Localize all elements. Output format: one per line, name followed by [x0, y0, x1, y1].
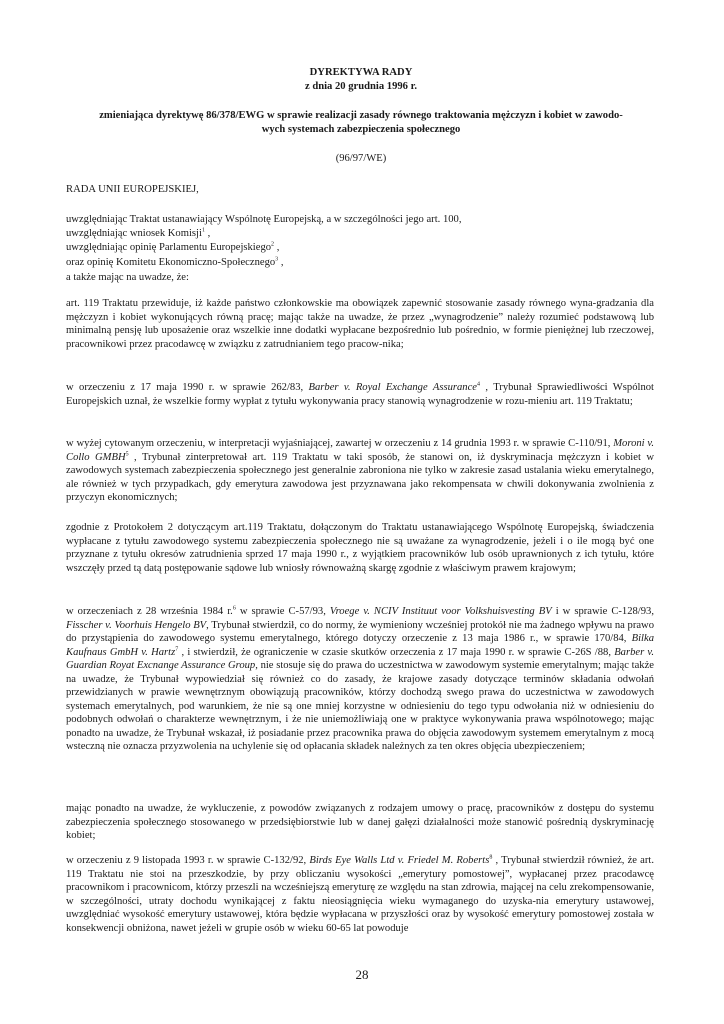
case-name: Barber v. Guardian Royat Excnange Assurance Group	[66, 646, 654, 671]
paragraph-protocol-2: zgodnie z Protokołem 2 dotyczącym art.119 Traktatu, dołączonym do Traktatu ustanawiającego Wspólnotę Europejską, świadczenia wypłacane z tytułu zawodowego systemu zabezpieczenia społecznego nie są uważane za wynagrodzenie, jeżeli i o ile mogą być one przyznane z tytułu okresów zatrudnienia sprzed 17 maja 1990 r., z wyjątkiem pracowników lub osób uprawnionych z ich tytułu, które wszczęły przed tą datą postępowanie sądowe lub wniosły równoważną skargę zgodnie z właściwym prawem krajowym;	[66, 522, 654, 574]
footnote-ref: 4	[477, 381, 480, 388]
recital-parliament: uwzględniając opinię Parlamentu Europejskiego$^2$ ,	[66, 241, 280, 253]
recital-treaty: uwzględniając Traktat ustanawiający Wspólnotę Europejską, a w szczególności jego art. 100,	[66, 214, 462, 225]
footnote-ref: 5	[125, 450, 129, 457]
recital-whereas: a także mając na uwadze, że:	[66, 272, 189, 283]
footnote-ref: 1	[201, 227, 205, 234]
footnote-ref: 3	[275, 256, 279, 263]
page-number: 28	[355, 967, 369, 982]
paragraph-birds-eye: w orzeczeniu z 9 listopada 1993 r. w sprawie C-132/92, Birds Eye Walls Ltd v. Friedel M. Roberts$^8$ , Trybunał stwierdził również, że art. 119 Traktatu nie stoi na przeszkodzie, by przy obliczaniu wysokości „emerytury pomostowej”, wypłacanej przez pracodawcę pracownikom i pracownicom, którzy przeszli na wcześniejszą emeryturę ze względu na stan zdrowia, mającej na celu zrekompensowanie, w szczególności, utraty dochodu wynikającej z faktu nieosiągnięcia wieku wymaganego do uzyska-nia emerytury ustawowej, uwzględniać wysokość emerytury ustawowej, która będzie wypłacana w przyszłości oraz by wysokość emerytury pomostowej została w konsekwencji obniżona, nawet jeżeli w grupie osób w wieku 60-65 lat powoduje	[66, 854, 654, 934]
footnote-ref: 8	[489, 854, 493, 861]
footnote-ref: 6	[232, 605, 236, 612]
document-reference: (96/97/WE)	[335, 153, 387, 164]
footnote-ref: 7	[175, 645, 179, 652]
document-title: DYREKTYWA RADY	[309, 67, 413, 78]
recital-commission: uwzględniając wniosek Komisji$^1$ ,	[66, 227, 211, 239]
case-name: Barber v. Royal Exchange Assurance	[308, 382, 477, 393]
paragraph-moroni: w wyżej cytowanym orzeczeniu, w interpretacji wyjaśniającej, zawartej w orzeczeniu z 14 grudnia 1993 r. w sprawie C-110/91, Moroni v. Collo GMBH$^5$ , Trybunał zinterpretował art. 119 Traktatu w taki sposób, że stanowi on, iż dyskryminacja mężczyzn i kobiet w zawodowych systemach zabezpieczenia społecznego jest generalnie zabroniona nie tylko w zakresie zasad ustalania wieku emerytalnego, ale również w tych przypadkach, gdy emerytura zawodowa jest przyznawana jako rekompensata w chwili dokonywania zwolnienia z przyczyn ekonomicznych;	[66, 438, 654, 503]
case-name: Moroni v. Collo GMBH	[66, 438, 654, 463]
recital-committee: oraz opinię Komitetu Ekonomiczno-Społecznego$^3$ ,	[66, 256, 284, 268]
case-name: Fisscher v. Voorhuis Hengelo BV	[66, 619, 207, 631]
case-name: Bilka Kaufnaus GmbH v. Hartz	[66, 633, 654, 658]
council-heading: RADA UNII EUROPEJSKIEJ,	[66, 184, 199, 195]
document-subject-line-1: zmieniająca dyrektywę 86/378/EWG w sprawie realizacji zasady równego traktowania mężczyzn i kobiet w zawodo-	[99, 110, 623, 121]
case-name: Birds Eye Walls Ltd v. Friedel M. Roberts	[309, 855, 490, 866]
document-date: z dnia 20 grudnia 1996 r.	[304, 81, 418, 92]
paragraph-vroege-fisscher: w orzeczeniach z 28 września 1984 r.$^6$ w sprawie C-57/93, Vroege v. NCIV Instituut voor Volkshuisvesting BV i w sprawie C-128/93, Fisscher v. Voorhuis Hengelo BV, Trybunał stwierdził, co do normy, że wymieniony wcześniej protokół nie ma żadnego wpływu na prawo do przystąpienia do zawodowego systemu emerytalnego, którego dotyczy orzeczenie z 13 maja 1986 r., w sprawie 170/84, Bilka Kaufnaus GmbH v. Hartz$^7$ , i stwierdził, że ograniczenie w czasie skutków orzeczenia z 17 maja 1990 r. w sprawie C-26S /88, Barber v. Guardian Royat Excnange Assurance Group, nie stosuje się do prawa do uczestnictwa w zawodowym systemie emerytalnym; mając także na uwadze, że Trybunał wypowiedział się również co do zasady, że krajowe zasady dotyczące terminów składania odwołań przewidzianych w prawie wewnętrznym obowiązują pracowników, którzy dochodzą swego prawa do uczestnictwa w zawodowych systemach emerytalnych, pod warunkiem, że nie są one mniej korzystne w odniesieniu do tego typu odwołania niż w odniesieniu do podobnych odwołań o charakterze wewnętrznym, i że nie uniemożliwiają one w praktyce wykonywania prawa wspólnotowego; mając ponadto na uwadze, że Trybunał wskazał, iż posiadanie przez pracownika prawa do objęcia zawodowym systemem emerytalnym z mocą wsteczną nie oznacza przyzwolenia na uchylenie się od opłacania składek należnych za ten okres objęcia ubezpieczeniem;	[66, 605, 654, 752]
paragraph-barber: w orzeczeniu z 17 maja 1990 r. w sprawie 262/83, Barber v. Royal Exchange Assurance$^4$ , Trybunał Sprawiedliwości Wspólnot Europejskich uznał, że wszelkie formy wypłat z tytułu wykonywania pracy stanowią wynagrodzenie w rozu-mieniu art. 119 Traktatu;	[66, 381, 654, 407]
document-subject-line-2: wych systemach zabezpieczenia społecznego	[261, 124, 461, 135]
footnote-ref: 2	[271, 241, 275, 248]
case-name: Vroege v. NCIV Instituut voor Volkshuisvesting BV	[329, 606, 552, 617]
paragraph-art-119: art. 119 Traktatu przewiduje, iż każde państwo członkowskie ma obowiązek zapewnić stosowanie zasady równego wyna-gradzania dla mężczyzn i kobiet wykonujących równą pracę; mając także na uwadze, że przez „wynagrodzenie” należy rozumieć podstawową lub minimalną pensję lub uposażenie oraz wszelkie inne dodatki wypłacane bezpośrednio lub pośrednio, w formie pieniężnej lub rzeczowej, pracownikowi przez pracodawcę w związku z zatrudnianiem tego pracow-nika;	[66, 298, 654, 350]
paragraph-exclusion: mając ponadto na uwadze, że wykluczenie, z powodów związanych z rodzajem umowy o pracę, pracowników z dostępu do systemu zabezpieczenia społecznego stosowanego w przedsiębiorstwie lub w danej gałęzi działalności może stanowić pośrednią dyskryminację kobiet;	[66, 803, 654, 841]
